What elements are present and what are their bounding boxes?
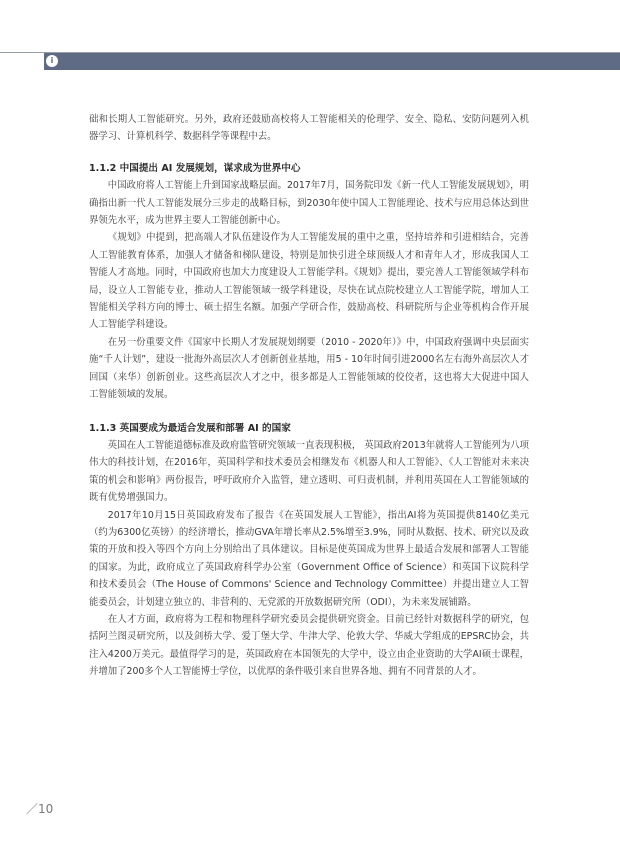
section-heading-china: 1.1.2 中国提出 AI 发展规划，谋求成为世界中心 <box>89 162 301 174</box>
body-paragraph: 英国在人工智能道德标准及政府监管研究领域一直表现积极， 英国政府2013年就将人工智能列为八项伟大的科技计划，在2016年，英国科学和技术委员会相继发布《机器人和人工智能》、《人工智能对未来决策的机会和影响》两份报告，呼吁政府介入监管，建立透明、可归责机制，并利用英国在人工智能领域的既有优势增强国力。 <box>89 439 529 504</box>
body-paragraph: 中国政府将人工智能上升到国家战略层面。2017年7月，国务院印发《新一代人工智能发展规划》，明确指出新一代人工智能发展分三步走的战略目标，到2030年使中国人工智能理论、技术与应用总体达到世界领先水平，成为世界主要人工智能创新中心。 <box>89 180 529 227</box>
body-paragraph: 《规划》中提到，把高端人才队伍建设作为人工智能发展的重中之重，坚持培养和引进相结合，完善人工智能教育体系，加强人才储备和梯队建设，特别是加快引进全球顶级人才和青年人才，形成我国人工智能人才高地。同时，中国政府也加大力度建设人工智能学科。《规划》提出，要完善人工智能领域学科布局，设立人工智能专业，推动人工智能领域一级学科建设，尽快在试点院校建立人工智能学院，增加人工智能相关学科方向的博士、硕士招生名额。加强产学研合作，鼓励高校、科研院所与企业等机构合作开展人工智能学科建设。 <box>89 232 529 331</box>
info-icon-glyph: i <box>50 56 54 65</box>
info-icon <box>46 55 58 67</box>
page-number: ／10 <box>26 802 54 816</box>
page-body <box>89 111 529 681</box>
body-paragraph: 在人才方面，政府将为工程和物理科学研究委员会提供研究资金。目前已经针对数据科学的研究，包括阿兰图灵研究所，以及剑桥大学、爱丁堡大学、牛津大学、伦敦大学、华威大学组成的EPSRC协会，共注入4200万美元。最值得学习的是，英国政府在本国领先的大学中，设立由企业资助的大学AI硕士课程，并增加了200多个人工智能博士学位，以优厚的条件吸引来自世界各地、拥有不同背景的人才。 <box>89 613 529 678</box>
intro-paragraph: 础和长期人工智能研究。另外，政府还鼓励高校将人工智能相关的伦理学、安全、隐私、安防问题列入机器学习、计算机科学、数据科学等课程中去。 <box>89 114 529 143</box>
header-bar <box>44 53 620 70</box>
body-paragraph: 2017年10月15日英国政府发布了报告《在英国发展人工智能》，指出AI将为英国提供8140亿美元（约为6300亿英镑）的经济增长，推动GVA年增长率从2.5%增至3.9%，同时从数据、技术、研究以及政策的开放和投入等四个方向上分别给出了具体建议。目标是使英国成为世界上最适合发展和部署人工智能的国家。为此，政府成立了英国政府科学办公室（Government Office of Science）和英国下议院科学和技术委员会（The House of Commons' Science and Technology Committee）并提出建立人工智能委员会，计划建立独立的、非营利的、无党派的开放数据研究所（ODI），为未来发展铺路。 <box>89 509 529 608</box>
section-heading-uk: 1.1.3 英国要成为最适合发展和部署 AI 的国家 <box>89 422 291 434</box>
body-paragraph: 在另一份重要文件《国家中长期人才发展规划纲要（2010 - 2020年）》中，中国政府强调中央层面实施“千人计划”，建设一批海外高层次人才创新创业基地，用5 - 10年时间引进2000名左右海外高层次人才回国（来华）创新创业。这些高层次人才之中，很多都是人工智能领域的佼佼者，这也将大大促进中国人工智能领域的发展。 <box>89 336 529 401</box>
